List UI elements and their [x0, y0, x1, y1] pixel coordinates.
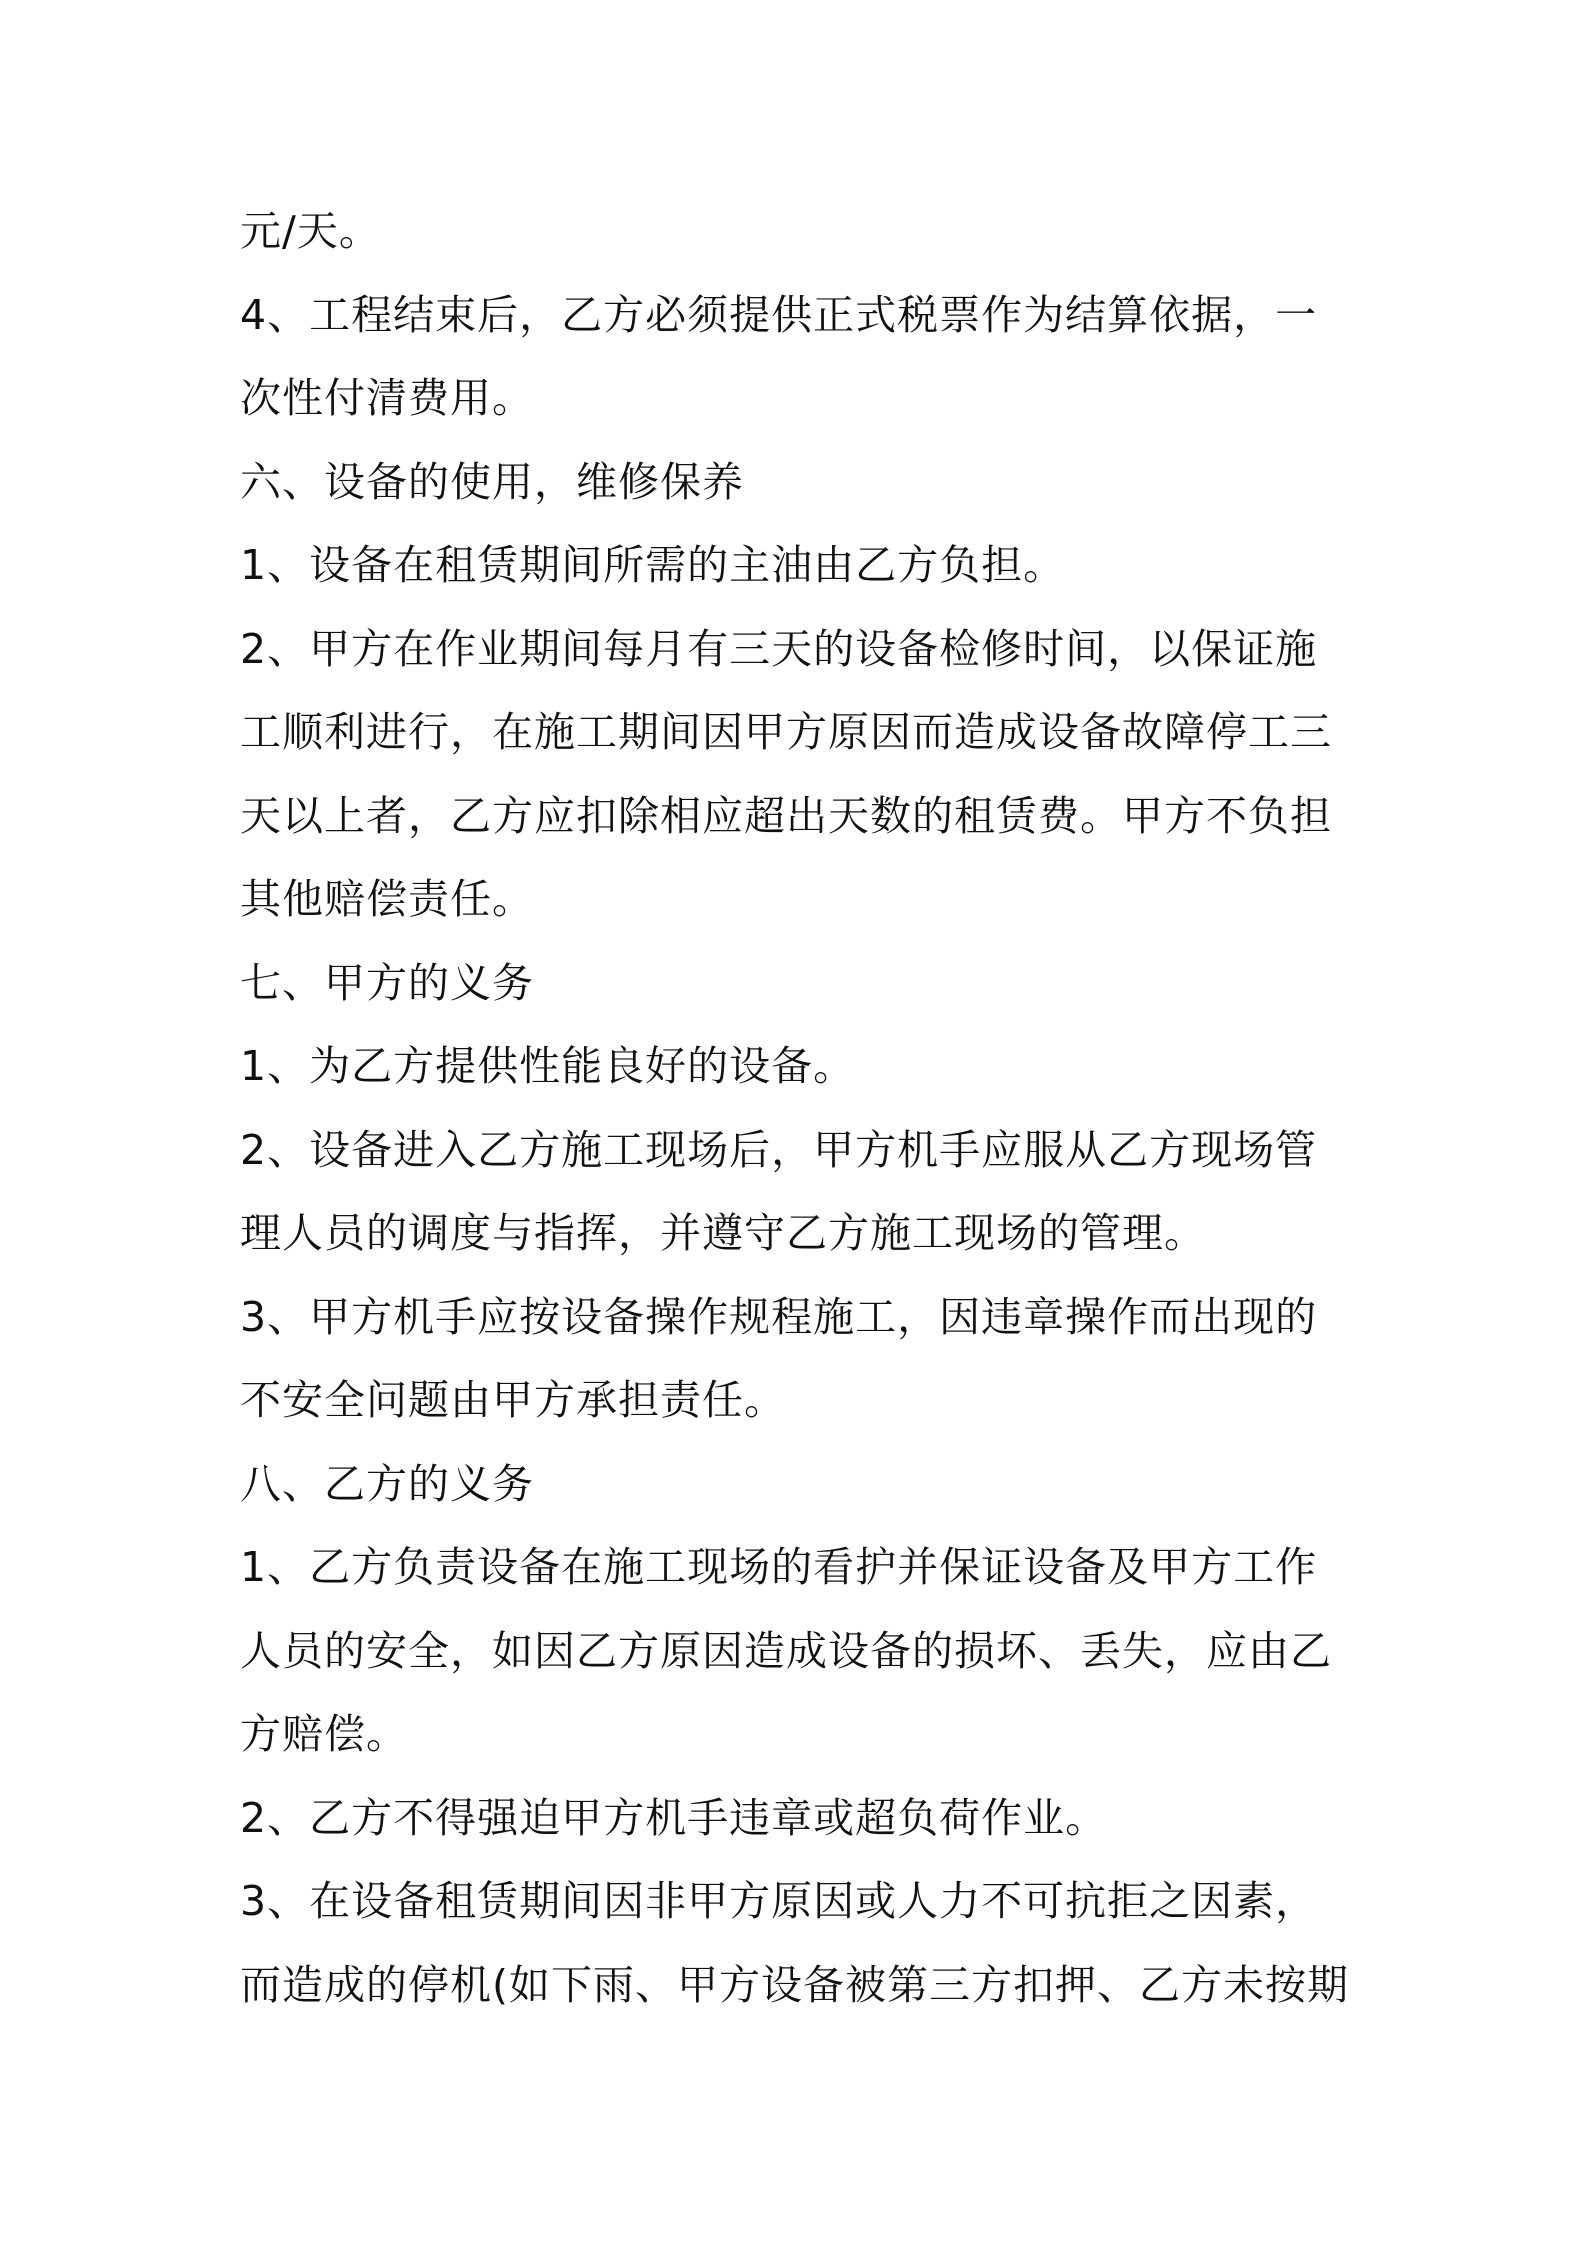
text-line: 4、工程结束后，乙方必须提供正式税票作为结算依据，一 [240, 290, 1318, 339]
text-line: 2、设备进入乙方施工现场后，甲方机手应服从乙方现场管 [240, 1125, 1318, 1174]
text-line: 元/天。 [240, 207, 381, 255]
text-line: 工顺利进行，在施工期间因甲方原因而造成设备故障停工三 [240, 708, 1332, 756]
text-line: 1、设备在租赁期间所需的主油由乙方负担。 [240, 541, 1066, 589]
section-heading: 八、乙方的义务 [240, 1459, 534, 1508]
text-line: 天以上者，乙方应扣除相应超出天数的租赁费。甲方不负担 [240, 791, 1332, 840]
text-line: 方赔偿。 [240, 1710, 408, 1758]
document-page [240, 190, 1360, 2027]
text-line: 理人员的调度与指挥，并遵守乙方施工现场的管理。 [240, 1209, 1206, 1257]
text-line: 而造成的停机(如下雨、甲方设备被第三方扣押、乙方未按期 [240, 1960, 1349, 2009]
text-line: 3、在设备租赁期间因非甲方原因或人力不可抗拒之因素， [240, 1877, 1318, 1925]
text-line: 其他赔偿责任。 [240, 875, 534, 923]
text-line: 不安全问题由甲方承担责任。 [240, 1376, 786, 1424]
section-heading: 六、设备的使用，维修保养 [240, 457, 744, 506]
text-line: 2、甲方在作业期间每月有三天的设备检修时间，以保证施 [240, 624, 1318, 673]
text-line: 人员的安全，如因乙方原因造成设备的损坏、丢失，应由乙 [240, 1626, 1332, 1675]
text-line: 次性付清费用。 [240, 374, 534, 422]
text-line: 1、为乙方提供性能良好的设备。 [240, 1042, 856, 1090]
section-heading: 七、甲方的义务 [240, 958, 534, 1007]
text-line: 2、乙方不得强迫甲方机手违章或超负荷作业。 [240, 1793, 1108, 1842]
text-line: 1、乙方负责设备在施工现场的看护并保证设备及甲方工作 [240, 1543, 1318, 1591]
text-line: 3、甲方机手应按设备操作规程施工，因违章操作而出现的 [240, 1292, 1318, 1341]
